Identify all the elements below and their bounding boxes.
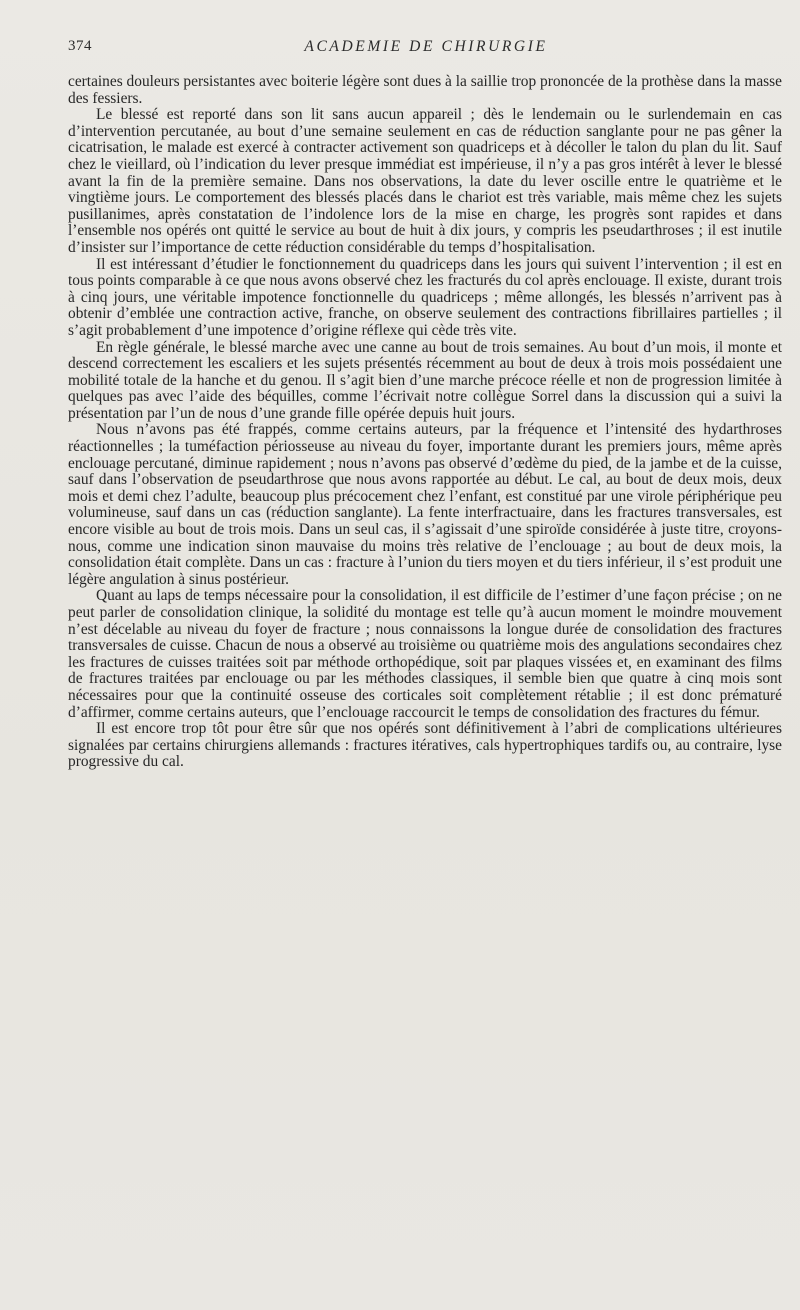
page-number: 374: [68, 38, 92, 54]
paragraph: En règle générale, le blessé marche avec une canne au bout de trois semaines. Au bout d’un mois, il monte et descend correctement les escaliers et les sujets présentés récemment au bout de deux à trois mois possédaient une mobilité totale de la hanche et du genou. Il s’agit bien d’une marche précoce réelle et non de progression limitée à quelques pas avec l’aide des béquilles, comme l’écrivait notre collègue Sorrel dans la discussion qui a suivi la présentation par l’un de nous d’une grande fille opérée depuis huit jours.: [68, 338, 782, 422]
paragraph: Nous n’avons pas été frappés, comme certains auteurs, par la fréquence et l’intensité des hydarthroses réactionnelles ; la tuméfaction périosseuse au niveau du foyer, importante durant les premiers jours, même après enclouage percutané, diminue rapidement ; nous n’avons pas observé d’œdème du pied, de la jambe et de la cuisse, sauf dans l’observation de pseudarthrose que nous avons rapportée au début. Le cal, au bout de deux mois, deux mois et demi chez l’adulte, beaucoup plus précocement chez l’enfant, est constitué par une virole périphérique peu volumineuse, sauf dans un cas (réduction sanglante). La fente interfractuaire, dans les fractures transversales, est encore visible au bout de trois mois. Dans un seul cas, il s’agissait d’une spiroïde considérée à juste titre, croyons-nous, comme une indication sinon mauvaise du moins très relative de l’enclouage ; au bout de deux mois, la consolidation était complète. Dans un cas : fracture à l’union du tiers moyen et du tiers inférieur, il s’est produit une légère angulation à sinus postérieur.: [68, 421, 782, 588]
body-text: [68, 74, 782, 771]
page-header: [68, 38, 784, 60]
paragraph: Il est intéressant d’étudier le fonctionnement du quadriceps dans les jours qui suivent l’intervention ; il est en tous points comparable à ce que nous avons observé chez les fracturés du col après enclouage. Il existe, durant trois à cinq jours, une véritable impotence fonctionnelle du quadriceps ; même allongés, les blessés n’arrivent pas à obtenir d’emblée une contraction active, franche, on observe seulement des contractions fibrillaires partielles ; il s’agit probablement d’une impotence d’origine réflexe qui cède très vite.: [68, 255, 782, 339]
paragraph: Quant au laps de temps nécessaire pour la consolidation, il est difficile de l’estimer d’une façon précise ; on ne peut parler de consolidation clinique, la solidité du montage est telle qu’à aucun moment le moindre mouvement n’est décelable au niveau du foyer de fracture ; nous connaissons la longue durée de consolidation des fractures transversales de cuisse. Chacun de nous a observé au troisième ou quatrième mois des angulations secondaires chez les fractures de cuisses traitées soit par méthode orthopédique, soit par plaques vissées et, en examinant des films de fractures traitées par enclouage ou par les méthodes classiques, il semble bien que quatre à cinq mois sont nécessaires pour que la continuité osseuse des corticales soit complètement rétablie ; il est donc prématuré d’affirmer, comme certains auteurs, que l’enclouage raccourcit le temps de consolidation des fractures du fémur.: [68, 587, 782, 721]
running-title: ACADEMIE DE CHIRURGIE: [304, 38, 548, 55]
paragraph: Le blessé est reporté dans son lit sans aucun appareil ; dès le lendemain ou le surlendemain en cas d’intervention percutanée, au bout d’une semaine seulement en cas de réduction sanglante pour ne pas gêner la cicatrisation, le malade est exercé à contracter activement son quadriceps et à décoller le talon du plan du lit. Sauf chez le vieillard, où l’indication du lever presque immédiat est impérieuse, il n’y a pas gros intérêt à lever le blessé avant la fin de la première semaine. Dans nos observations, la date du lever oscille entre le quatrième et le vingtième jours. Le comportement des blessés placés dans le chariot est très variable, mais même chez les sujets pusillanimes, après constatation de l’indolence lors de la mise en charge, les progrès sont rapides et dans l’ensemble nos opérés ont quitté le service au bout de huit à dix jours, y compris les pseudarthroses ; il est inutile d’insister sur l’importance de cette réduction considérable du temps d’hospitalisation.: [68, 106, 782, 256]
paragraph: Il est encore trop tôt pour être sûr que nos opérés sont définitivement à l’abri de complications ultérieures signalées par certains chirurgiens allemands : fractures itératives, cals hypertrophiques tardifs ou, au contraire, lyse progressive du cal.: [68, 720, 782, 771]
paragraph: certaines douleurs persistantes avec boiterie légère sont dues à la saillie trop prononcée de la prothèse dans la masse des fessiers.: [68, 73, 782, 107]
